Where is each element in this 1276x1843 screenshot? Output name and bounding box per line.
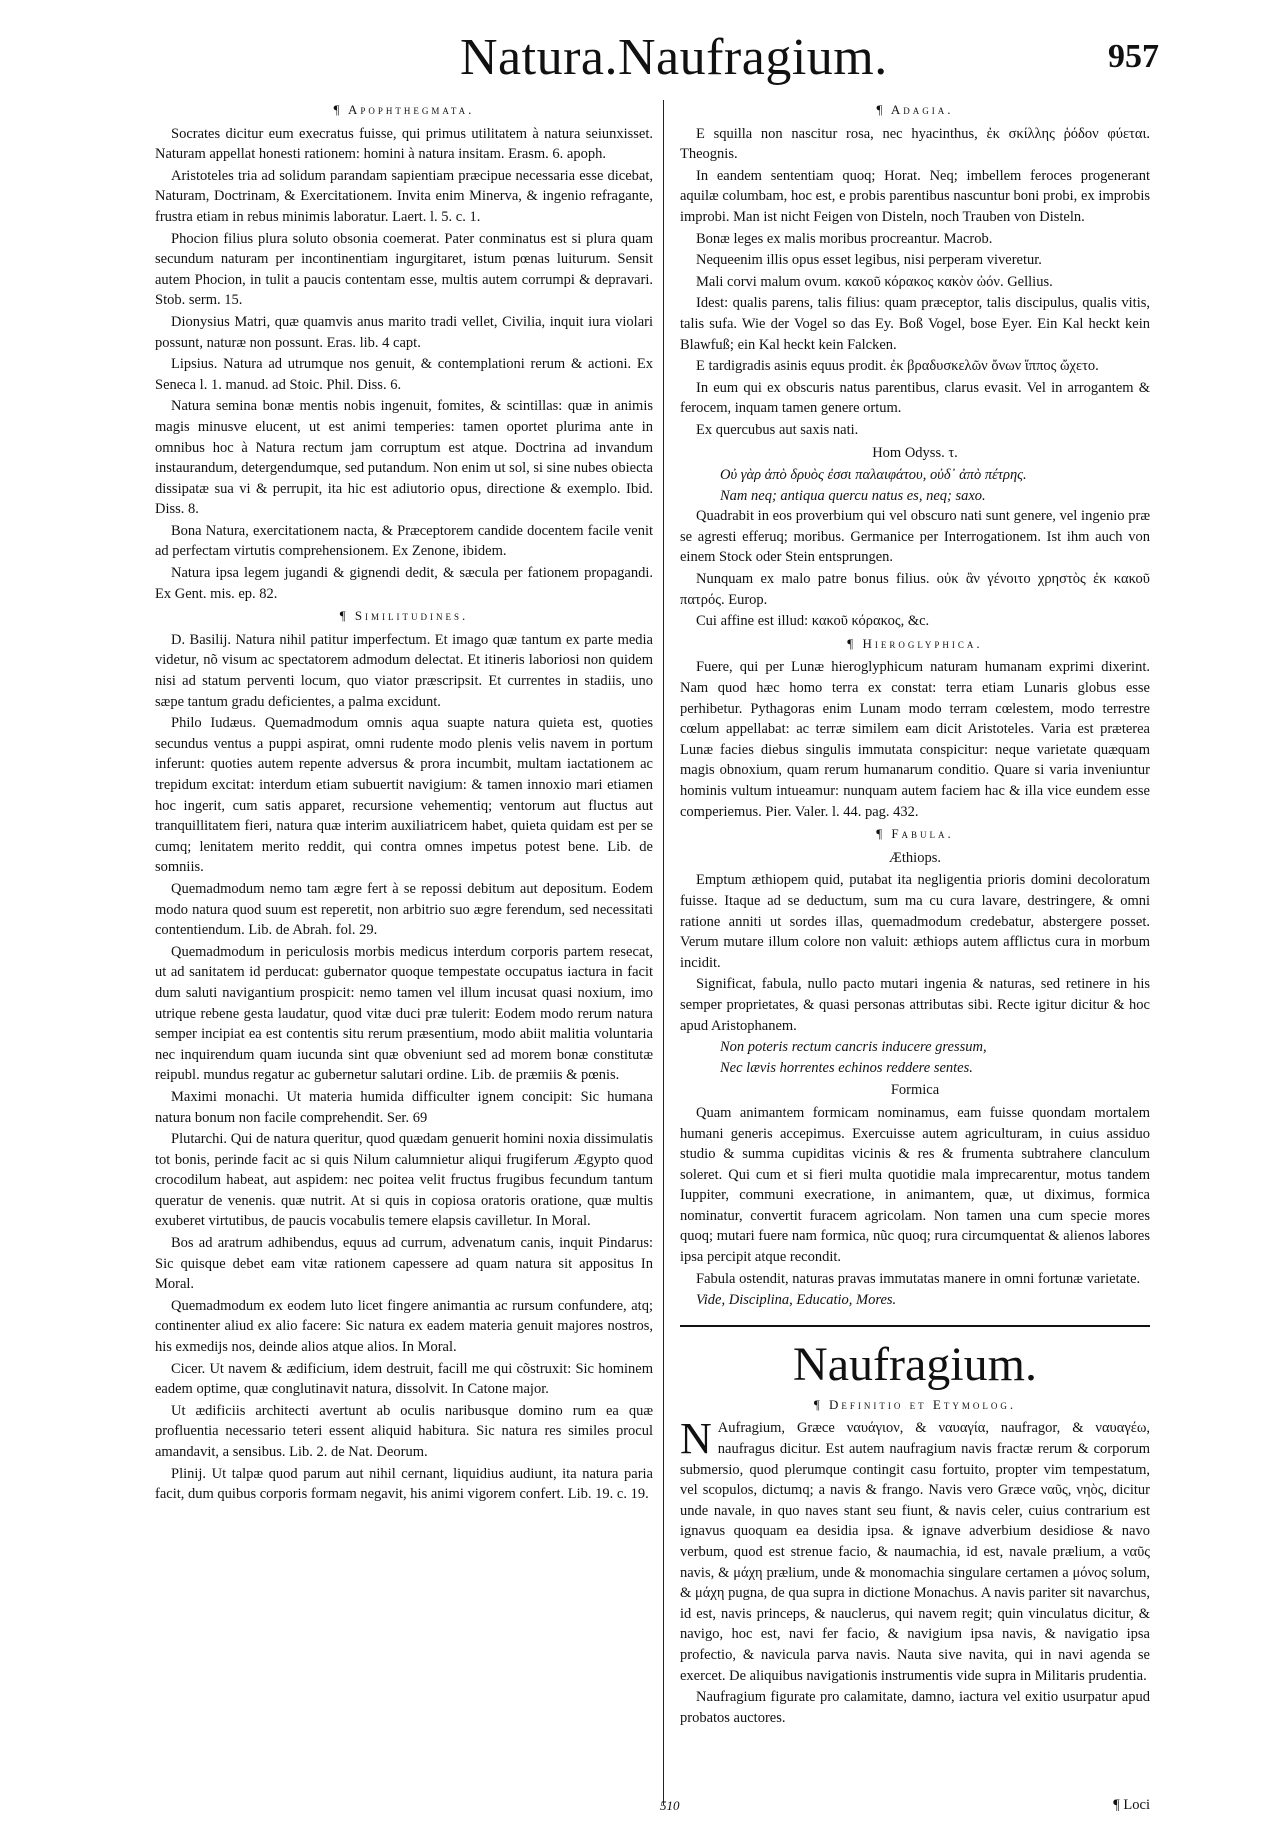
definitio-paragraph: Naufragium figurate pro calamitate, damno, iactura vel exitio usurpatur apud probatos auctores. — [680, 1689, 1150, 1726]
apophthegma-paragraph: Bona Natura, exercitationem nacta, & Præceptorem candide docentem facile venit ad perfectam virtutis comprehensionem. Ex Zenone, ibidem. — [155, 522, 653, 560]
adagium-paragraph: Quadrabit in eos proverbium qui vel obscuro nati sunt genere, vel ingenio præ se agresti efferuq; moribus. Germanice per Interrogationem. Ist ihm auch von einem Stock oder Stein entsprungen. — [680, 508, 1150, 566]
column-divider — [663, 100, 664, 1805]
apophthegma-paragraph: Aristoteles tria ad solidum parandam sapientiam præcipue necessaria esse dicebat, Naturam, Doctrinam, & Exercitationem. Invita enim Minerva, & ingenio refragante, frustra etiam in rebus minimis laboratur. Laert. l. 5. c. 1. — [155, 167, 653, 225]
adagium-paragraph: Idest: qualis parens, talis filius: quam præceptor, talis discipulus, qualis vitis, talis sufa. Wie der Vogel so das Ey. Boß Vogel, bose Eyer. Ein Kal heckt kein Blawfuß; ein Kal heckt kein Falcken. — [680, 295, 1150, 353]
adagium-paragraph: Cui affine est illud: κακοῦ κόρακος, &c. — [696, 613, 930, 630]
similitudo-paragraph: Quemadmodum ex eodem luto licet fingere animantia ac rursum confundere, atq; continenter aliud ex alio facere: Sic natura ex eadem materia genuit majores nostros, his exmedijs nos, deinde alios atque alios. In Moral. — [155, 1297, 653, 1356]
definitio-paragraph — [680, 1414, 1150, 1686]
drop-cap: N — [680, 1414, 712, 1464]
adagium-paragraph: Bonæ leges ex malis moribus procreantur. Macrob. — [696, 230, 993, 247]
left-column — [155, 98, 653, 1506]
similitudo-paragraph: Quemadmodum in periculosis morbis medicus interdum corporis partem resecat, ut ad sanitatem id perducat: gubernator quoque tempestate occupatus iactura in facit dum saluti navigantium prospicit: nemo tamen vel illum incusat quasi noxium, imo utrique rebene gesta laudatur, quod vitæ duci præ tulerit: Eodem modo rerum natura semper incipiat ea est contentis situ rerum præsentium, modo abiit malitia voluntaria nec inquirendum quam iucunda sint quæ obveniunt sed ad morem bonæ constitutæ reipubl. mundus regatur ac gubernetur salutari ordine. Lib. de præmiis & pœnis. — [155, 943, 653, 1084]
page-title: Natura.Naufragium. — [460, 29, 888, 86]
apophthegmata-heading: ¶ Apophthegmata. — [333, 102, 475, 117]
similitudo-paragraph: Bos ad aratrum adhibendus, equus ad currum, advenatum canis, inquit Pindarus: Sic quisque debet eam vitæ rationem capessere ad quam natura sit appositus In Moral. — [155, 1235, 653, 1293]
fabula-heading: ¶ Fabula. — [876, 826, 954, 842]
adagium-paragraph: Ex quercubus aut saxis nati. — [696, 421, 859, 438]
margin-number: 510 — [660, 1798, 680, 1813]
adagium-paragraph: Mali corvi malum ovum. κακοῦ κόρακος κακὸν ὠόν. Gellius. — [696, 273, 1053, 290]
adagium-paragraph: Nequeenim illis opus esset legibus, nisi perperam viveretur. — [696, 252, 1042, 269]
definitio-text: Aufragium, Græce ναυάγιον, & ναυαγία, naufragor, & ναυαγέω, naufragus dicitur. Est autem naufragium navis fractæ rerum & corporum submersio, quod plerumque contingit casu fortuito, propter vim tempestatum, vel scopulos, dictumq; a navis & frango. Navis vero Græce ναῦς, νηὸς, dicitur unde navale, in quo naves stant seu fiunt, & navis celer, cuius contrarium est ignavus quoquam ea desidia ipsa. & ignave adverbium desidiose & navo verbum, quod est strenue facio, & naumachia, id est, navale prælium, a ναῦς navis, & μάχη prælium, unde & monomachia singulare certamen a μόνος solum, & μάχη pugna, de qua supra in dictione Monachus. A navis pariter sit navarchus, id est, navis princeps, & nauclerus, qui navem regit; quin vinculatus dicitur, & navigo, hoc est, navi fer facio, & navigium ipsa navis, & navigatio ipsa profectio, & navicula parva navis. Nauta sive navita, qui in navi agenda se exercet. De aliquibus navigationis instrumentis vide supra in Militaris prudentia. — [680, 1420, 1150, 1684]
fabula-paragraph: Significat, fabula, nullo pacto mutari ingenia & naturas, sed retinere in his semper proprietates, & quasi personas attributas sibi. Recte igitur dicitur & hoc apud Aristophanem. — [680, 976, 1150, 1034]
fabula-paragraph: Emptum æthiopem quid, putabat ita negligentia prioris domini decoloratum fuisse. Itaque ad se deductum, sum ma cu cura lavare, destringere, & omni ratione anniti ut sordes illas, quemadmodum credebatur, abstergere posset. Verum mutare illum colore non valuit: æthiops autem afflictus cura in morbum incidit. — [680, 872, 1150, 971]
adagium-paragraph: Nunquam ex malo patre bonus filius. οὐκ ἂν γένοιτο χρηστὸς ἐκ κακοῦ πατρός. Europ. — [680, 571, 1150, 608]
running-head — [0, 28, 1276, 98]
adagia-heading: ¶ Adagia. — [876, 102, 954, 117]
apophthegma-paragraph: Natura semina bonæ mentis nobis ingenuit, fomites, & scintillas: quæ in animis magis minusve elucent, ut est animi temperies: tamen oportet plurima ante in omnibus hoc à Natura rectum jam corruptum est atque. Doctrina ad invandum instaurandum, detergendumque, sed putandum. Non enim ut sol, si sine nubes obiecta dissipatæ sua vi & perrupit, ita hic est adiutorio opus, directione & exemplo. Ibid. Diss. 8. — [155, 398, 653, 518]
footer — [680, 1797, 1150, 1819]
formica-title: Formica — [890, 1082, 940, 1099]
adagium-paragraph: In eandem sententiam quoq; Horat. Neq; imbellem feroces progenerant aquilæ columbam, hoc est, e probis parentibus nascuntur boni probi, ex improbis improbi. Man ist nicht Feigen von Disteln, noch Trauben von Disteln. — [680, 167, 1150, 225]
apophthegma-paragraph: Phocion filius plura soluto obsonia coemerat. Pater conminatus est si plura quam secundum naturam per incontinentiam ingurgitaret, istum pœnas luiturum. Sensit autem Phocion, in tulit a paucis contentam esse, multis autem corrumpi & depravari. Stob. serm. 15. — [155, 230, 653, 309]
cross-reference: Vide, Disciplina, Educatio, Mores. — [696, 1292, 897, 1309]
verse-line: Nec lævis horrentes echinos reddere sentes. — [720, 1059, 973, 1076]
latin-verse: Nam neq; antiqua quercu natus es, neq; saxo. — [720, 487, 986, 504]
similitudo-paragraph: Plutarchi. Qui de natura queritur, quod quædam genuerit homini noxia dissimulatis tot bonis, perinde facit ac si quis Nilum calumnietur aliqui frugiferum Ægypto quod crocodilum habeat, aut aspidem: nec poitea velit fructus frugibus fecundum tantum queratur de venenis. quæ nutrit. At si quis in copiosa oratoris oratione, quæ multis exuberet virtutibus, de paucis vocabulis temere elapsis cavilletur. In Moral. — [155, 1131, 653, 1230]
adagium-paragraph: E tardigradis asinis equus prodit. ἐκ βραδυσκελῶν ὄνων ἵππος ὤχετο. — [696, 358, 1099, 375]
apophthegma-paragraph: Natura ipsa legem jugandi & gignendi dedit, & sæcula per fationem propagandi. Ex Gent. mis. ep. 82. — [155, 565, 653, 602]
similitudo-paragraph: Ut ædificiis architecti avertunt ab oculis naribusque domino rum ea quæ profluentia necessario teteri essent aliquid habitura. Sic natura res similes procul amandavit, a sensibus. Lib. 2. de Nat. Deorum. — [155, 1402, 653, 1460]
hieroglyphica-heading: ¶ Hieroglyphica. — [847, 635, 983, 651]
definitio-heading: ¶ Definitio et Etymolog. — [813, 1396, 1017, 1412]
apophthegma-paragraph: Lipsius. Natura ad utrumque nos genuit, & contemplationi rerum & actioni. Ex Seneca l. 1. manud. ad Stoic. Phil. Diss. 6. — [155, 356, 653, 393]
homer-reference: Hom Odyss. τ. — [872, 444, 958, 461]
fabula-paragraph: Fabula ostendit, naturas pravas immutatas manere in omni fortunæ varietate. — [696, 1270, 1141, 1287]
hieroglyphica-paragraph: Fuere, qui per Lunæ hieroglyphicum naturam humanam exprimi dixerint. Nam quod hæc homo terra ex constat: terra etiam Lunaris globus esse perhibetur. Pythagoras enim Lunam modo terram cœlestem, modo terrestre cœlum appellabat: ac terræ similem eam dicit Aristoteles. Varia est præterea Lunæ facies diebus singulis immutata conspicitur: neque varietate quæquam magis obnoxium, quam rerum humanarum conditio. Quare si varia inveniuntur hominis vultum intueamur: nunquam autem faciem hac & illa vice eundem esse comperiemus. Pier. Valer. l. 44. pag. 432. — [680, 659, 1150, 820]
similitudines-heading: ¶ Similitudines. — [339, 608, 469, 624]
aethiops-title: Æthiops. — [889, 849, 941, 866]
adagium-paragraph: E squilla non nascitur rosa, nec hyacinthus, ἐκ σκίλλης ῥόδον φύεται. Theognis. — [680, 125, 1150, 163]
similitudo-paragraph: Cicer. Ut navem & ædificium, idem destruit, facill me qui cõstruxit: Sic hominem eadem optime, quæ conglutinavit natura, dissolvit. In Catone major. — [155, 1360, 653, 1398]
similitudo-paragraph: Plinij. Ut talpæ quod parum aut nihil cernant, liquidius audiunt, ita natura paria facit, dum quibus corporis formam negavit, his animi vigorem confert. Lib. 19. c. 19. — [155, 1465, 653, 1503]
verse-line: Non poteris rectum cancris inducere gressum, — [720, 1039, 987, 1056]
section-divider — [680, 1325, 1150, 1327]
page-number: 957 — [1108, 38, 1159, 75]
apophthegma-paragraph: Socrates dicitur eum execratus fuisse, qui primus utilitatem à natura seiunxisset. Naturam appellat honesti rationem: homini à natura insitam. Erasm. 6. apoph. — [155, 125, 653, 163]
similitudo-paragraph: Maximi monachi. Ut materia humida difficulter ignem concipit: Sic humana natura bonum non facile comprehendit. Ser. 69 — [155, 1088, 653, 1126]
right-column — [680, 98, 1150, 1729]
catchword: ¶ Loci — [1113, 1797, 1150, 1813]
greek-verse: Οὐ γὰρ ἀπὸ δρυὸς ἐσσι παλαιφάτου, οὐδ᾿ ἀπὸ πέτρης. — [720, 467, 1027, 484]
similitudo-paragraph: Philo Iudæus. Quemadmodum omnis aqua suapte natura quieta est, quoties secundus ventus a puppi aspirat, omni rudente modo plenis velis navem in portum inferunt: quoties autem repente adversus & prora incumbit, multam iactationem ac trepidum excitat: interdum etiam subuertit navigium: & tamen innoxio mari etiamen hoc ingerit, cum satis apparet, recursione vehementiq; ventorum aut fluctus aut tranquillitatem fieri, natura quæ interim auxiliatricem habet, quieta quidam est per se cumq; lenitatem merito reddit, qui contra omnes impetus potest bene. Lib. de somniis. — [155, 715, 653, 876]
section-title: Naufragium. — [793, 1337, 1037, 1391]
apophthegma-paragraph: Dionysius Matri, quæ quamvis anus marito tradi vellet, Civilia, inquit iura violari possunt, naturæ non possunt. Eras. lib. 4 capt. — [155, 313, 653, 351]
similitudo-paragraph: Quemadmodum nemo tam ægre fert à se repossi debitum aut depositum. Eodem modo natura quod suum est reperetit, non arbitrio suo ægre ferendum, sed necessitati contentiendum. Lib. de Abrah. fol. 29. — [155, 880, 653, 939]
adagium-paragraph: In eum qui ex obscuris natus parentibus, clarus evasit. Vel in arrogantem & ferocem, inquam tamen genere ortum. — [680, 379, 1150, 417]
fabula-paragraph: Quam animantem formicam nominamus, eam fuisse quondam mortalem humani generis accepimus. Exercuisse autem agriculturam, in cuius assiduo studio & summa cupiditas vicinis & res & frumenta subtrahere clanculum soleret. Qui cum et si fieri multa quotidie mala imprecarentur, motus tandem Iuppiter, communi execratione, in animantem, quæ, ut diximus, formica nominatur, convertit furacem agricolam. Non tamen una cum specie mores quoq; mutari fuere nam formica, nũc quoq; rura circumquentat & alienos labores ipsa percipit atque recondit. — [680, 1104, 1150, 1266]
similitudo-paragraph: D. Basilij. Natura nihil patitur imperfectum. Et imago quæ tantum ex parte media videtur, nõ visum ac spectatorem admodum delectat. Et itineris laboriosi non quidem nisi ad statum perventi locum, quo viator præscripsit. Et currentes in stadiis, uno sæpe tantum gradu deficientes, a palma excidunt. — [155, 631, 653, 710]
